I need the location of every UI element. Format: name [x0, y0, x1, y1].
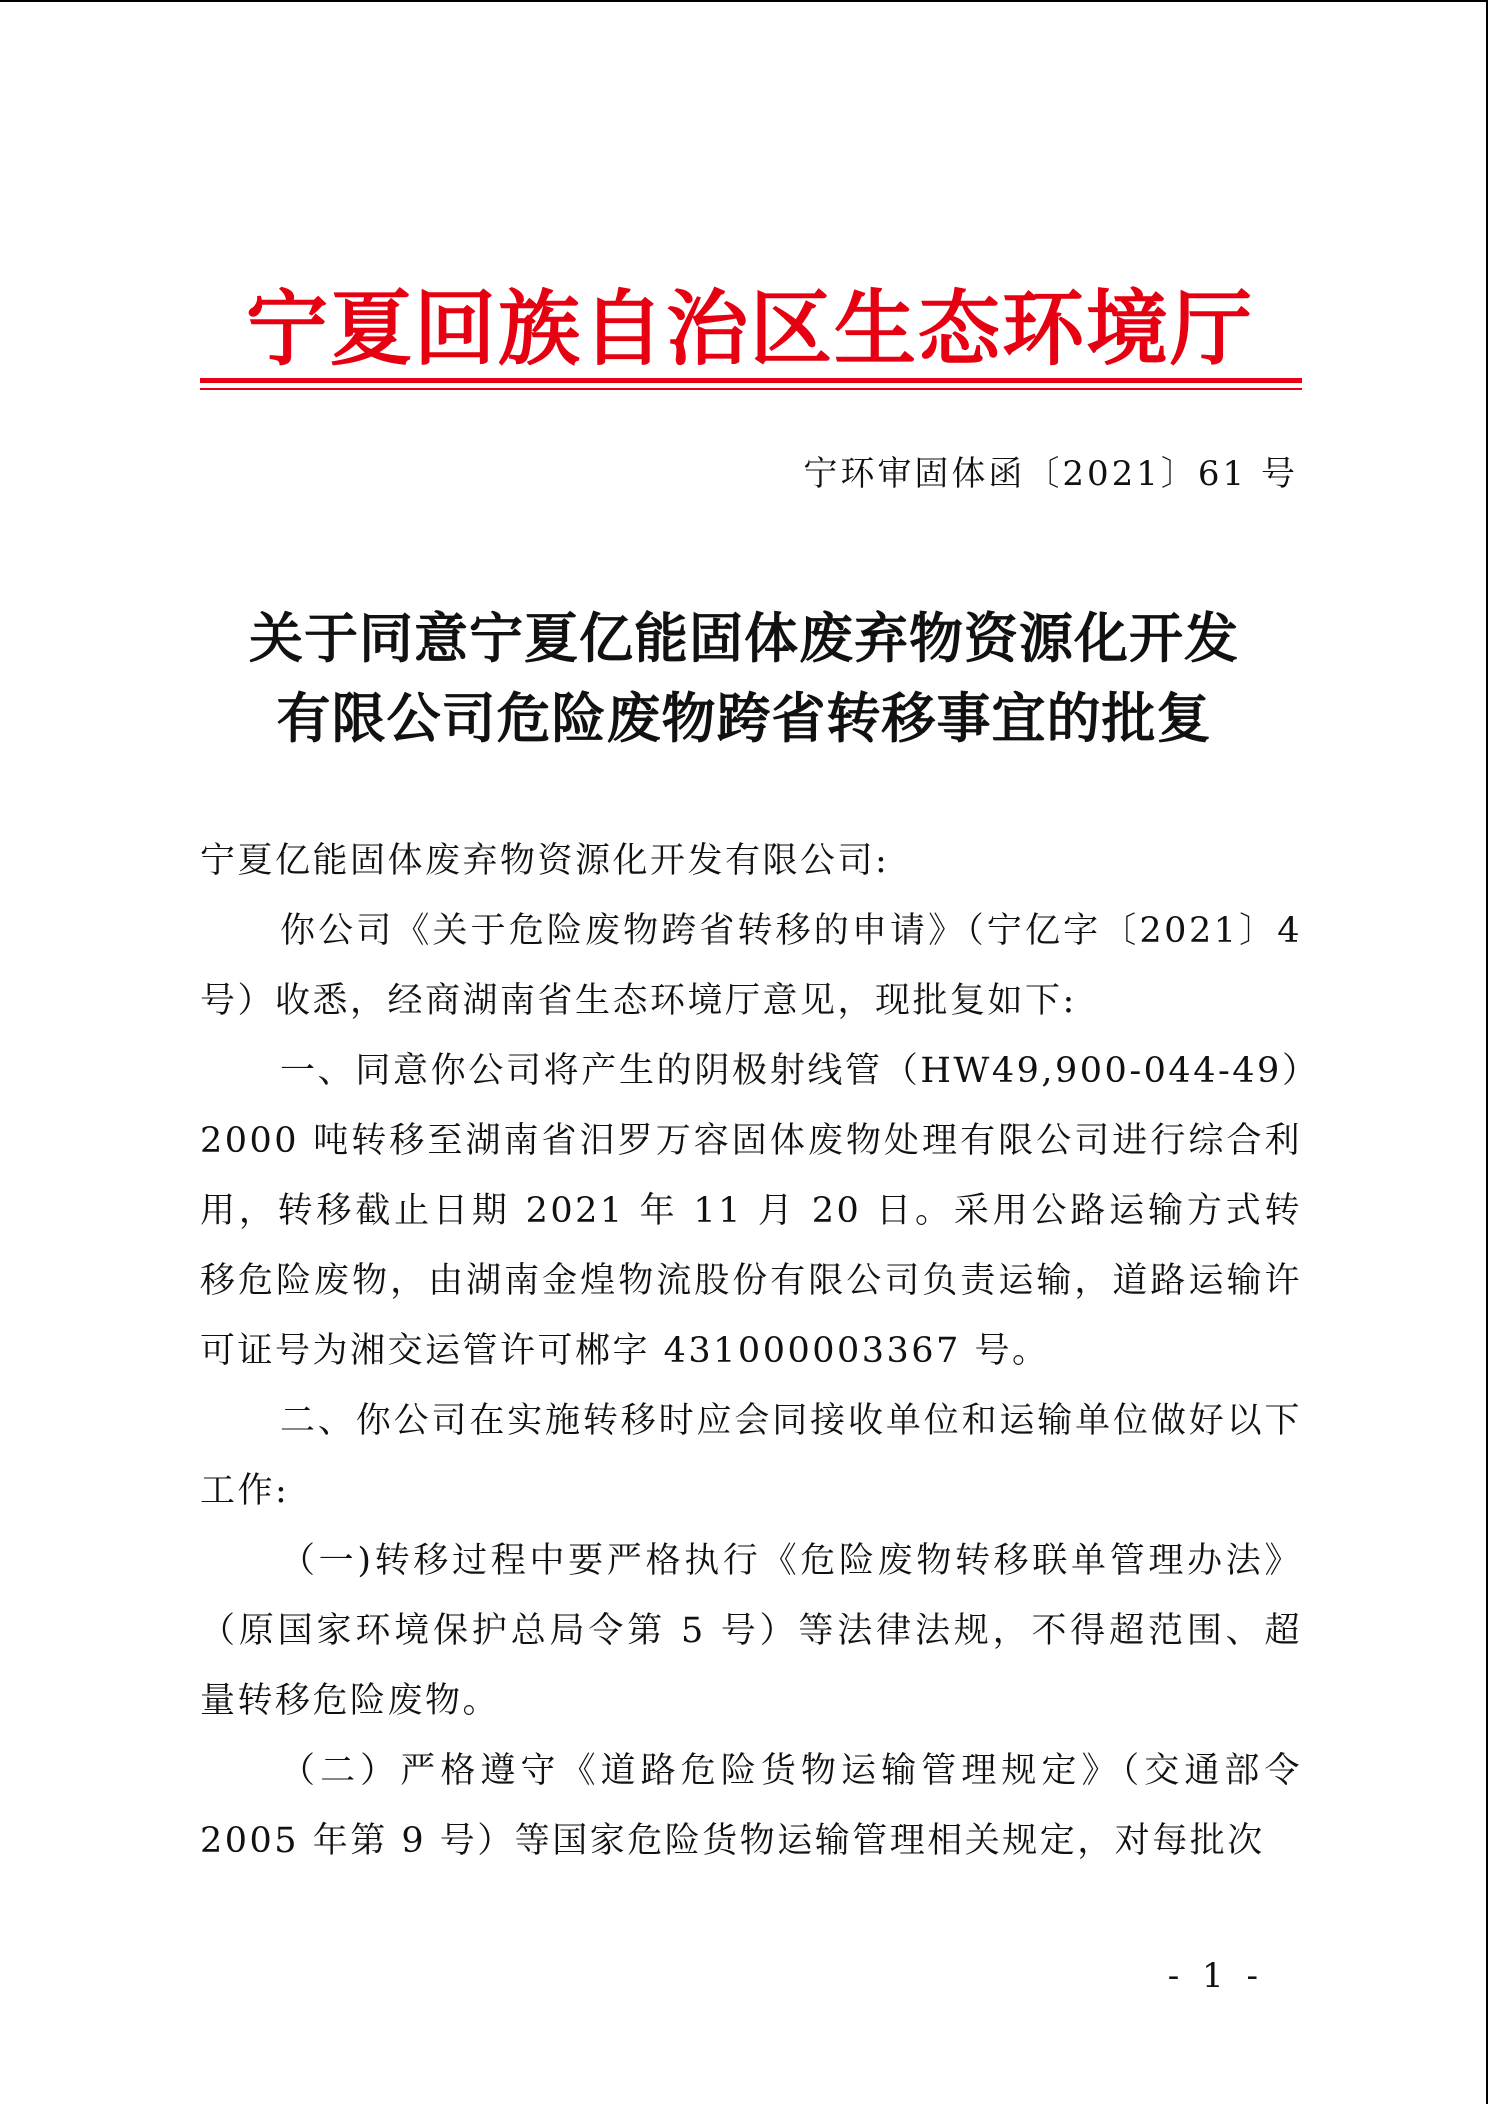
- body-paragraph-5: （二）严格遵守《道路危险货物运输管理规定》（交通部令 2005 年第 9 号）等国家危险货物运输管理相关规定，对每批次: [200, 1751, 1302, 1861]
- body-paragraph-4: （一)转移过程中要严格执行《危险废物转移联单管理办法》（原国家环境保护总局令第 5 号）等法律法规，不得超范围、超量转移危险废物。: [200, 1541, 1302, 1721]
- title-line-1: 关于同意宁夏亿能固体废弃物资源化开发: [249, 606, 1239, 670]
- body-paragraph-3: 二、你公司在实施转移时应会同接收单位和运输单位做好以下工作:: [200, 1401, 1302, 1511]
- red-divider-thick: [200, 378, 1302, 383]
- document-body: [200, 826, 1302, 1876]
- agency-header: 宁夏回族自治区生态环境厅: [245, 281, 1254, 377]
- title-line-2: 有限公司危险废物跨省转移事宜的批复: [276, 686, 1212, 750]
- page-number: - 1 -: [1167, 1956, 1264, 1996]
- body-paragraph-2: 一、同意你公司将产生的阴极射线管（HW49,900-044-49）2000 吨转移至湖南省汨罗万容固体废物处理有限公司进行综合利用，转移截止日期 2021 年 11 月 20 日。采用公路运输方式转移危险废物，由湖南金煌物流股份有限公司负责运输，道路运输许可证号为湘交运管许可郴字 431000003367 号。: [200, 1051, 1302, 1371]
- body-paragraph-1: 你公司《关于危险废物跨省转移的申请》（宁亿字〔2021〕4 号）收悉，经商湖南省生态环境厅意见，现批复如下:: [200, 911, 1302, 1021]
- red-divider-thin: [200, 388, 1302, 390]
- addressee: 宁夏亿能固体废弃物资源化开发有限公司:: [200, 841, 890, 881]
- document-number: 宁环审固体函〔2021〕61 号: [803, 454, 1298, 494]
